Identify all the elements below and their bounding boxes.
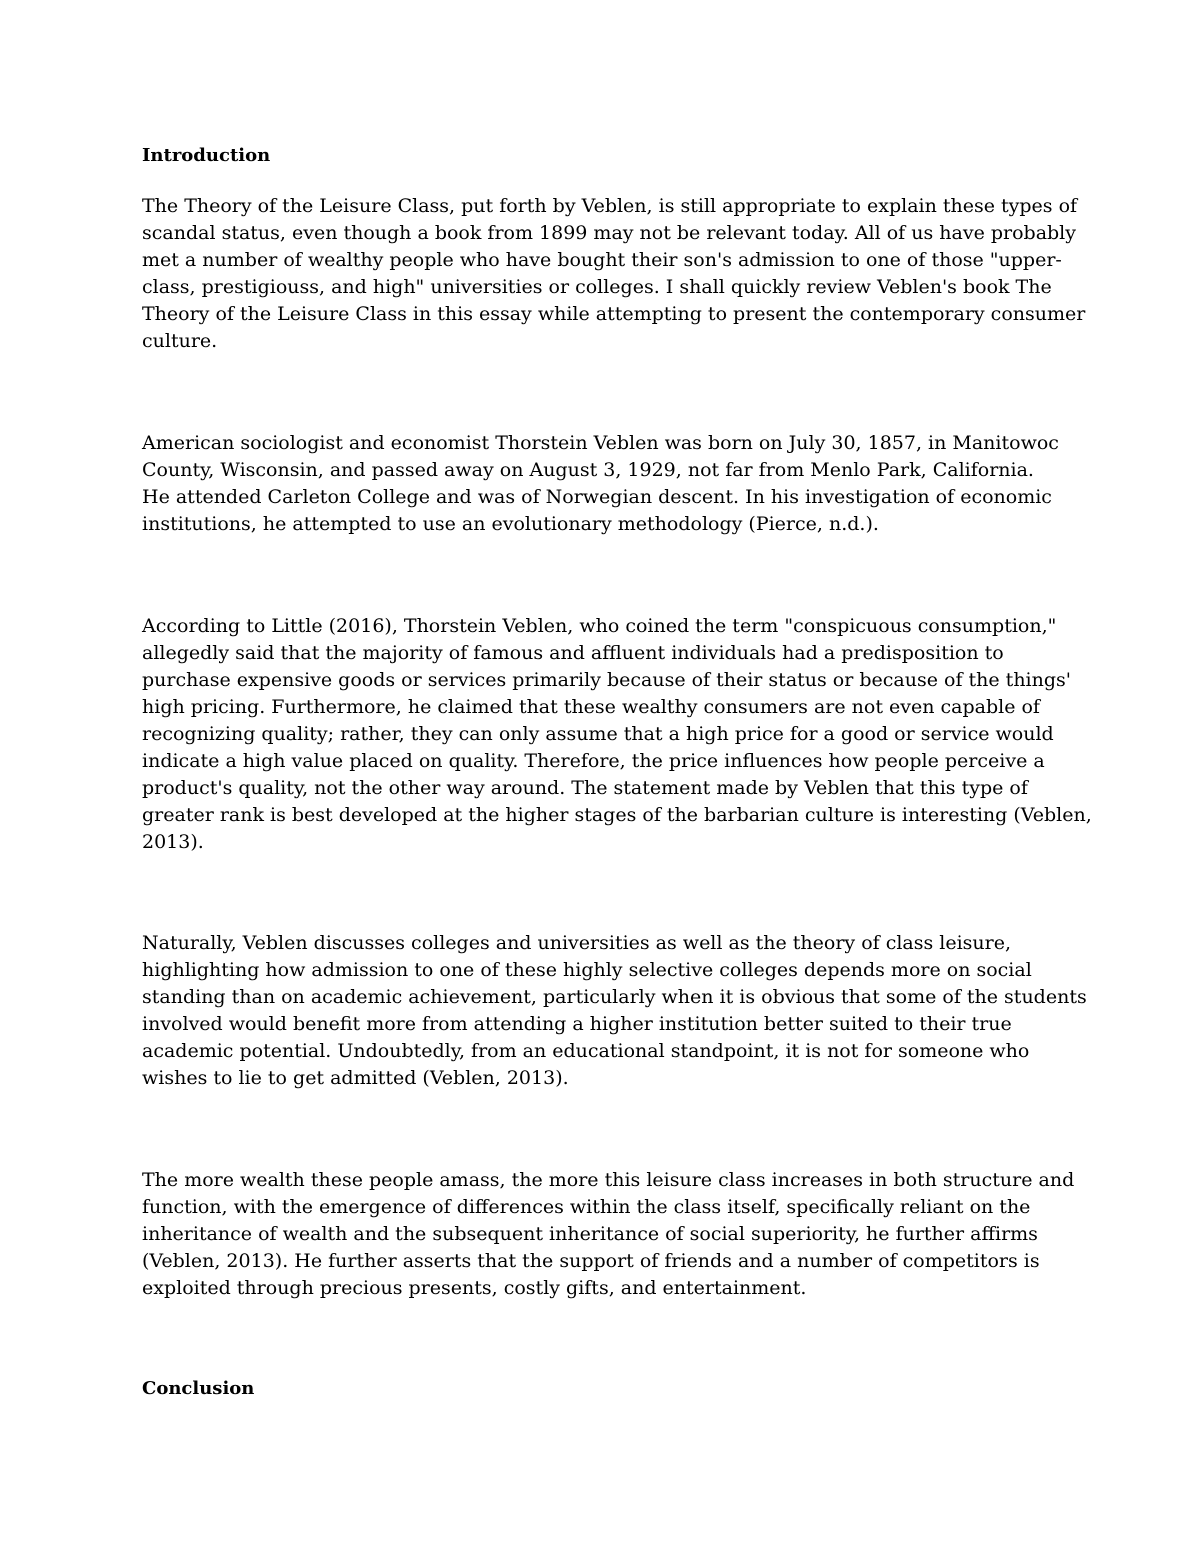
- paragraph-line: recognizing quality; rather, they can only assume that a high price for a good or service would: [142, 723, 1054, 745]
- paragraph-line: class, prestigiouss, and high" universities or colleges. I shall quickly review Veblen's book The: [142, 276, 1052, 298]
- paragraph-line: wishes to lie to get admitted (Veblen, 2013).: [142, 1067, 569, 1089]
- paragraph-line: met a number of wealthy people who have bought their son's admission to one of those "upper-: [142, 249, 1062, 271]
- paragraph-line: highlighting how admission to one of these highly selective colleges depends more on social: [142, 959, 1032, 981]
- paragraph-line: purchase expensive goods or services primarily because of their status or because of the things': [142, 669, 1072, 691]
- paragraph-line: According to Little (2016), Thorstein Veblen, who coined the term "conspicuous consumption,": [142, 615, 1057, 637]
- paragraph-line: exploited through precious presents, costly gifts, and entertainment.: [142, 1277, 807, 1299]
- paragraph-line: inheritance of wealth and the subsequent inheritance of social superiority, he further affirms: [142, 1223, 1038, 1245]
- paragraph-line: scandal status, even though a book from 1899 may not be relevant today. All of us have probably: [142, 222, 1076, 244]
- paragraph-conspicuous-consumption: [142, 613, 1092, 856]
- paragraph-line: County, Wisconsin, and passed away on August 3, 1929, not far from Menlo Park, California.: [142, 459, 1034, 481]
- paragraph-colleges: [142, 930, 1087, 1092]
- paragraph-line: allegedly said that the majority of famous and affluent individuals had a predisposition to: [142, 642, 1004, 664]
- paragraph-line: function, with the emergence of differences within the class itself, specifically reliant on the: [142, 1196, 1031, 1218]
- paragraph-wealth: [142, 1167, 1075, 1302]
- paragraph-line: academic potential. Undoubtedly, from an educational standpoint, it is not for someone who: [142, 1040, 1030, 1062]
- conclusion-heading: Conclusion: [142, 1378, 255, 1399]
- paragraph-intro: [142, 193, 1086, 355]
- introduction-heading: Introduction: [142, 145, 271, 166]
- paragraph-line: The more wealth these people amass, the more this leisure class increases in both structure and: [142, 1169, 1075, 1191]
- paragraph-line: institutions, he attempted to use an evolutionary methodology (Pierce, n.d.).: [142, 513, 879, 535]
- paragraph-line: high pricing. Furthermore, he claimed that these wealthy consumers are not even capable of: [142, 696, 1040, 718]
- paragraph-line: 2013).: [142, 831, 204, 853]
- paragraph-line: product's quality, not the other way around. The statement made by Veblen that this type of: [142, 777, 1028, 799]
- paragraph-line: culture.: [142, 330, 218, 352]
- paragraph-line: Theory of the Leisure Class in this essay while attempting to present the contemporary consumer: [142, 303, 1086, 325]
- paragraph-line: involved would benefit more from attending a higher institution better suited to their true: [142, 1013, 1012, 1035]
- paragraph-line: indicate a high value placed on quality. Therefore, the price influences how people perceive a: [142, 750, 1045, 772]
- paragraph-line: (Veblen, 2013). He further asserts that the support of friends and a number of competitors is: [142, 1250, 1040, 1272]
- paragraph-line: The Theory of the Leisure Class, put forth by Veblen, is still appropriate to explain these types of: [142, 195, 1078, 217]
- paragraph-biography: [142, 430, 1067, 538]
- paragraph-line: standing than on academic achievement, particularly when it is obvious that some of the students: [142, 986, 1087, 1008]
- paragraph-line: greater rank is best developed at the higher stages of the barbarian culture is interesting (Veblen,: [142, 804, 1092, 826]
- paragraph-line: American sociologist and economist Thorstein Veblen was born on July 30, 1857, in Manitowoc: [142, 432, 1059, 454]
- paragraph-line: Naturally, Veblen discusses colleges and universities as well as the theory of class leisure,: [142, 932, 1012, 954]
- paragraph-line: He attended Carleton College and was of Norwegian descent. In his investigation of economic: [142, 486, 1052, 508]
